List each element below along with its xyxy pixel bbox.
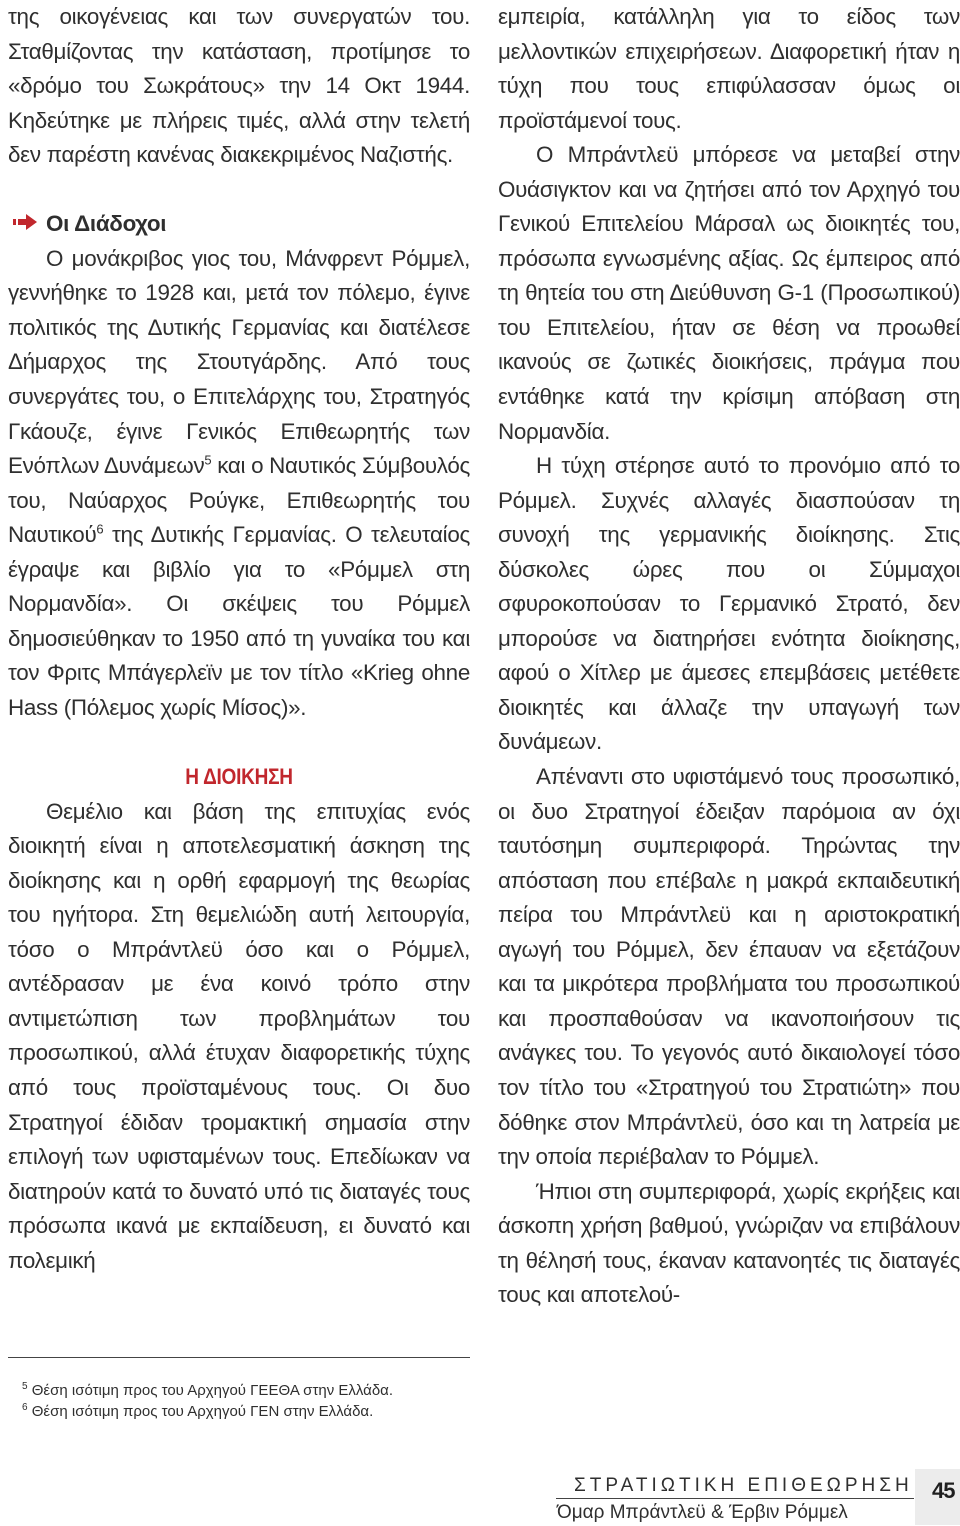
section-heading-dioikisi: Η ΔΙΟΙΚΗΣΗ: [185, 764, 293, 790]
footnote-ref-5[interactable]: 5: [204, 452, 212, 468]
footnote-6: [22, 1401, 393, 1422]
intro-paragraph: της οικογένειας και των συνεργατών του. Σταθμίζοντας την κατάσταση, προτίμησε το «δρόμο του Σωκράτους» την 14 Οκτ 1944. Κηδεύτηκε με πλήρεις τιμές, αλλά στην τελετή δεν παρέστη κανένας διακεκριμένος Ναζιστής.: [8, 4, 470, 168]
diadochoi-text-1: Ο μονάκριβος γιος του, Μάνφρεντ Ρόμμελ, γεννήθηκε το 1928 και, μετά τον πόλεμο, έγινε πολιτικός της Δυτικής Γερμανίας και διατέλεσε Δήμαρχος της Στουτγάρδης. Από τους συνεργάτες του, ο Επιτελάρχης του, Στρατηγός Γκάουζε, έγινε Γενικός Επιθεωρητής των Ενόπλων Δυνάμεων: [8, 245, 470, 479]
diadochoi-text-3: της Δυτικής Γερμανίας. Ο τελευταίος έγραψε και βιβλίο για το «Ρόμμελ στη Νορμανδία». Οι σκέψεις του Ρόμμελ δημοσιεύθηκαν το 1950 από τη γυναίκα του και τον Φριτς Μπάγερλεϊν με τον τίτλο «Krieg ohne Hass (Πόλεμος χωρίς Μίσος)».: [8, 522, 470, 720]
footnote-number: 6: [22, 1402, 28, 1413]
footnote-divider: [8, 1357, 470, 1358]
footnote-text: Θέση ισότιμη προς του Αρχηγού ΓΕΝ στην Ελλάδα.: [31, 1403, 374, 1420]
journal-title: ΣΤΡΑΤΙΩΤΙΚΗ ΕΠΙΘΕΩΡΗΣΗ: [574, 1475, 913, 1496]
right-paragraph-2: Ο Μπράντλεϋ μπόρεσε να μεταβεί στην Ουάσιγκτον και να ζητήσει από τον Αρχηγό του Γενικού Επιτελείου Μάρσαλ ως διοικητές του, πρόσωπα εγνωσμένης αξίας. Ως έμπειρος από τη θητεία του στη Διεύθυνση G-1 (Προσωπικού) του Επιτελείου, ήταν σε θέση να προωθεί ικανούς σε ζωτικές διοικήσεις, πράγμα που εντάθηκε κατά την κρίσιμη απόβαση στη Νορμανδία.: [498, 142, 960, 444]
left-column: [8, 0, 470, 1278]
diadochoi-paragraph: [8, 242, 470, 726]
sub-heading-diadochoi: [8, 173, 470, 242]
footer-divider: [556, 1498, 914, 1499]
footnotes: [22, 1380, 393, 1422]
footnote-number: 5: [22, 1381, 28, 1392]
right-paragraph-3: Η τύχη στέρησε αυτό το προνόμιο από το Ρόμμελ. Συχνές αλλαγές διασπούσαν τη συνοχή της γερμανικής διοίκησης. Στις δύσκολες ώρες που οι Σύμμαχοι σφυροκοπούσαν το Γερμανικό Στρατό, δεν μπορούσε να διατηρήσει ενότητα διοίκησης, αφού ο Χίτλερ με άμεσες επεμβάσεις μετέθετε διοικητές και άλλαζε την υπαγωγή των δυνάμεων.: [498, 453, 960, 755]
article-authors: Όμαρ Μπράντλεϋ & Έρβιν Ρόμμελ: [557, 1502, 848, 1523]
footnote-5: [22, 1380, 393, 1401]
dioikisi-paragraph: Θεμέλιο και βάση της επιτυχίας ενός διοικητή είναι η αποτελεσματική άσκηση της διοίκησης και η ορθή εφαρμογή της θεωρίας του ηγήτορα. Στη θεμελιώδη αυτή λειτουργία, τόσο ο Μπράντλεϋ όσο και ο Ρόμμελ, αντέδρασαν με ένα κοινό τρόπο στην αντιμετώπιση των προβλημάτων του προσωπικού, αλλά έτυχαν διαφορετικής τύχης από τους προϊσταμένους τους. Οι δυο Στρατηγοί έδιδαν τρομακτική σημασία στην επιλογή των υφισταμένων τους. Επεδίωκαν να διατηρούν κατά το δυνατό υπό τις διαταγές τους πρόσωπα ικανά με εκπαίδευση, ει δυνατό και πολεμική: [8, 798, 470, 1273]
right-paragraph-4: Απέναντι στο υφιστάμενό τους προσωπικό, οι δυο Στρατηγοί έδειξαν παρόμοια αν όχι ταυτόσημη συμπεριφορά. Τηρώντας την απόσταση που επέβαλε η μακρά εκπαιδευτική πείρα του Μπράντλεϋ και η αριστοκρατική αγωγή του Ρόμμελ, δεν έπαυαν να εξετάζουν και τα μικρότερα προβλήματα του προσωπικού και προσπαθούσαν να ικανοποιήσουν τις ανάγκες του. Το γεγονός αυτό δικαιολογεί τόσο τον τίτλο του «Στρατηγού του Στρατιώτη» που δόθηκε στον Μπράντλεϋ, όσο και τη λατρεία με την οποία περιέβαλαν το Ρόμμελ.: [498, 764, 960, 1170]
right-paragraph-5: Ήπιοι στη συμπεριφορά, χωρίς εκρήξεις και άσκοπη χρήση βαθμού, γνώριζαν να επιβάλουν τη θέλησή τους, έκαναν κατανοητές τις διαταγές τους και αποτελού-: [498, 1178, 960, 1308]
arrow-right-icon: [12, 207, 40, 242]
footnote-ref-6[interactable]: 6: [96, 521, 104, 537]
sub-heading-label: Οι Διάδοχοι: [46, 211, 167, 237]
footnote-text: Θέση ισότιμη προς του Αρχηγού ΓΕΕΘΑ στην Ελλάδα.: [31, 1382, 394, 1399]
right-column: [498, 0, 960, 1313]
page-number: 45: [932, 1478, 955, 1503]
diadochoi-text-2: και ο Ναυτικός Σύμβουλός του, Ναύαρχος Ρούγκε, Επιθεωρητής του Ναυτικού: [8, 453, 470, 548]
right-paragraph-1: εμπειρία, κατάλληλη για το είδος των μελλοντικών επιχειρήσεων. Διαφορετική ήταν η τύχη που τους επιφύλασσαν όμως οι προϊστάμενοί τους.: [498, 4, 960, 133]
